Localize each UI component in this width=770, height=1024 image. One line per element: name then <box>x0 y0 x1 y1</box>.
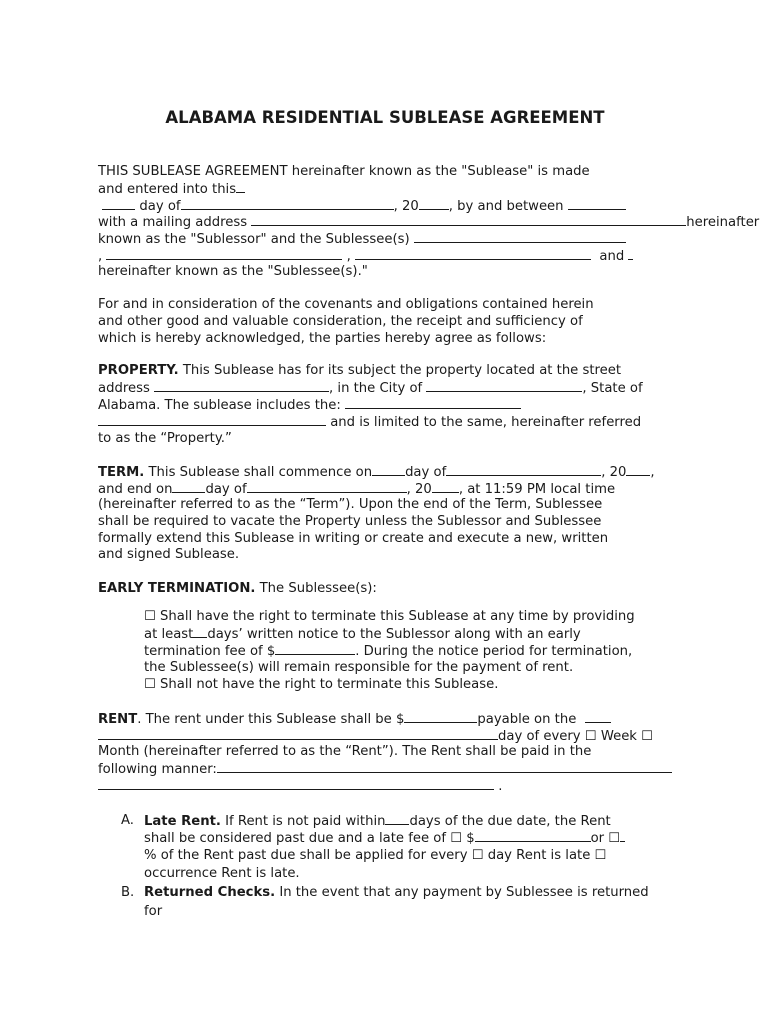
property-line-2: address , in the City of , State of <box>98 381 643 396</box>
term-heading: TERM. <box>98 465 145 480</box>
intro-line-5: known as the "Sublessor" and the Sublessee(s) <box>98 230 626 247</box>
term-line-4: shall be required to vacate the Property unless the Sublessor and Sublessee <box>98 514 602 529</box>
late-rent-line-4: occurrence Rent is late. <box>144 866 300 881</box>
rent-line-4: following manner: <box>98 760 672 777</box>
rent-line-3: Month (hereinafter referred to as the “Rent”). The Rent shall be paid in the <box>98 744 592 759</box>
early-option-1-line-2: at least days’ written notice to the Sublessor along with an early <box>144 627 581 642</box>
consideration-line-3: which is hereby acknowledged, the parties hereby agree as follows: <box>98 331 547 346</box>
includes-blank-2[interactable] <box>98 413 326 426</box>
sublessee-name-blank-3[interactable] <box>355 247 591 260</box>
end-day-blank[interactable] <box>172 480 205 493</box>
rent-line-1: RENT. The rent under this Sublease shall be $ payable on the <box>98 710 611 727</box>
property-line-1: PROPERTY. This Sublease has for its subject the property located at the street <box>98 363 622 378</box>
term-line-3: (hereinafter referred to as the “Term”). Upon the end of the Term, Sublessee <box>98 497 603 512</box>
property-line-5: to as the “Property.” <box>98 431 232 446</box>
payment-manner-blank-2[interactable] <box>98 777 494 790</box>
intro-line-6: , , and <box>98 247 633 264</box>
returned-checks-line-2: for <box>144 904 163 919</box>
rent-amount-blank[interactable] <box>404 710 477 723</box>
intro-line-7: hereinafter known as the "Sublessee(s)." <box>98 264 368 279</box>
early-option-1-line-1[interactable]: ☐ Shall have the right to terminate this Sublease at any time by providing <box>144 609 635 624</box>
late-percent-blank[interactable] <box>620 829 625 842</box>
consideration-line-2: and other good and valuable consideration, the receipt and sufficiency of <box>98 314 583 329</box>
sublessee-name-blank-4[interactable] <box>628 247 633 260</box>
term-line-1: TERM. This Sublease shall commence on day of , 20 , <box>98 465 655 480</box>
consideration-line-1: For and in consideration of the covenants and obligations contained herein <box>98 297 594 312</box>
street-address-blank[interactable] <box>154 379 329 392</box>
day-blank[interactable] <box>102 197 135 210</box>
property-line-3: Alabama. The sublease includes the: <box>98 396 521 413</box>
item-b-label: B. <box>121 885 135 900</box>
payment-manner-blank-1[interactable] <box>217 760 672 773</box>
start-month-blank[interactable] <box>446 463 601 476</box>
termination-fee-blank[interactable] <box>275 642 355 655</box>
late-rent-heading: Late Rent. <box>144 814 221 829</box>
late-days-blank[interactable] <box>385 812 409 825</box>
early-option-2[interactable]: ☐ Shall not have the right to terminate this Sublease. <box>144 677 499 692</box>
late-fee-blank[interactable] <box>475 829 591 842</box>
notice-days-blank[interactable] <box>193 625 207 638</box>
rent-heading: RENT <box>98 712 138 727</box>
start-day-blank[interactable] <box>372 463 405 476</box>
rent-line-2: day of every ☐ Week ☐ <box>98 727 653 744</box>
start-year-blank[interactable] <box>626 463 650 476</box>
intro-line-4: with a mailing address hereinafter <box>98 215 760 230</box>
sublessee-name-blank-2[interactable] <box>106 247 342 260</box>
term-line-2: and end on day of , 20 , at 11:59 PM local time <box>98 482 616 497</box>
returned-checks-line-1: Returned Checks. In the event that any payment by Sublessee is returned <box>144 885 649 900</box>
date-blank[interactable] <box>236 180 245 193</box>
end-month-blank[interactable] <box>247 480 407 493</box>
includes-blank-1[interactable] <box>345 396 521 409</box>
month-blank[interactable] <box>181 197 394 210</box>
late-rent-line-1: Late Rent. If Rent is not paid within days of the due date, the Rent <box>144 814 611 829</box>
early-option-1-line-3: termination fee of $ . During the notice period for termination, <box>144 644 633 659</box>
intro-line-1: THIS SUBLEASE AGREEMENT hereinafter known as the "Sublease" is made <box>98 164 590 179</box>
item-a-label: A. <box>121 813 134 828</box>
returned-checks-heading: Returned Checks. <box>144 885 276 900</box>
late-rent-line-3: % of the Rent past due shall be applied for every ☐ day Rent is late ☐ <box>144 848 607 863</box>
rent-frequency-blank[interactable] <box>98 727 498 740</box>
late-rent-line-2: shall be considered past due and a late fee of ☐ $ or ☐ <box>144 829 625 846</box>
rent-due-day-blank[interactable] <box>585 710 611 723</box>
property-line-4: and is limited to the same, hereinafter referred <box>98 413 641 430</box>
term-line-5: formally extend this Sublease in writing or create and execute a new, written <box>98 531 609 546</box>
early-option-1-line-4: the Sublessee(s) will remain responsible for the payment of rent. <box>144 660 574 675</box>
early-termination-line: EARLY TERMINATION. The Sublessee(s): <box>98 581 377 596</box>
city-blank[interactable] <box>426 379 582 392</box>
rent-line-5: . <box>98 777 502 794</box>
term-line-6: and signed Sublease. <box>98 547 240 562</box>
sublessor-name-blank[interactable] <box>568 197 626 210</box>
early-termination-heading: EARLY TERMINATION. <box>98 581 256 596</box>
intro-line-3: day of , 20 , by and between <box>98 197 626 214</box>
document-title: ALABAMA RESIDENTIAL SUBLEASE AGREEMENT <box>165 108 605 127</box>
mailing-address-blank[interactable] <box>251 213 686 226</box>
property-heading: PROPERTY. <box>98 363 179 378</box>
sublessee-name-blank-1[interactable] <box>414 230 626 243</box>
end-year-blank[interactable] <box>432 480 459 493</box>
year-blank[interactable] <box>419 197 449 210</box>
intro-line-2: and entered into this <box>98 180 245 197</box>
